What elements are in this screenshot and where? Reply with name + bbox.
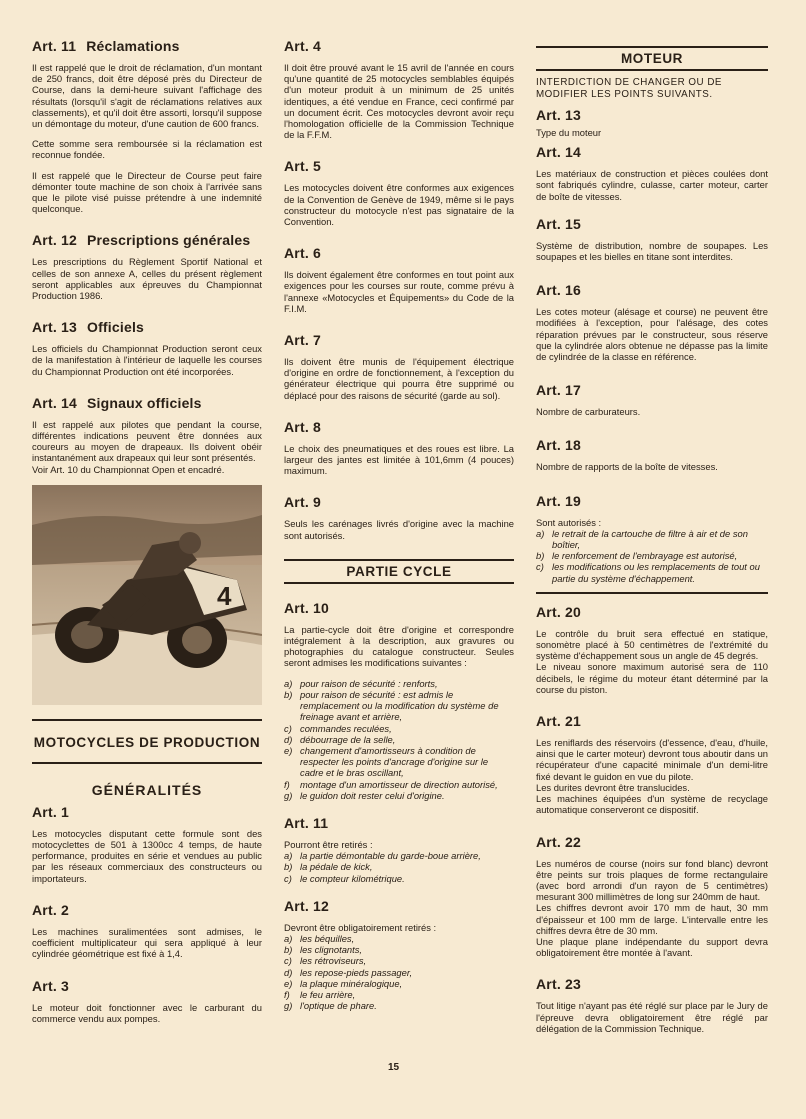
art-20-para-2: Le niveau sonore maximum autorisé sera de 110 décibels, le régime du moteur étant déterminé par la course du piston.	[536, 661, 768, 695]
column-middle	[284, 38, 514, 1020]
list-item: f) le feu arrière,	[284, 988, 356, 1000]
list-item: g) le guidon doit rester celui d'origine.	[284, 789, 445, 801]
art-11-heading: Art. 11 Réclamations	[32, 38, 180, 54]
art-14b-para-1: Les matériaux de construction et pièces coulées dont sont fabriqués cylindre, culasse, carter moteur, carter de boîte de vitesses.	[536, 168, 768, 202]
art-9-heading: Art. 9	[284, 494, 321, 511]
art-20-heading: Art. 20	[536, 603, 581, 620]
art-10-heading: Art. 10	[284, 599, 329, 616]
list-item: b) la pédale de kick,	[284, 861, 373, 873]
list-item: f) montage d'un amortisseur de direction autorisé,	[284, 778, 498, 790]
art-3-para-1: Le moteur doit fonctionner avec le carburant du commerce vendu aux pompes.	[32, 1001, 262, 1024]
art-11b-list	[284, 850, 514, 884]
art-5-heading: Art. 5	[284, 158, 321, 175]
art-18-para-1: Nombre de rapports de la boîte de vitesses.	[536, 461, 718, 473]
art-6-para-1: Ils doivent également être conformes en tout point aux exigences pour les courses sur route, comme prévu à l'annexe «Motocycles et Équipements» du Code de la F.I.M.	[284, 269, 514, 314]
art-11-para-2: Cette somme sera remboursée si la réclamation est reconnue fondée.	[32, 138, 262, 161]
art-7-para-1: Ils doivent être munis de l'équipement électrique d'origine en ordre de fonctionnement, à l'exception du générateur électrique qui pourra être supprimé ou déplacé pour des raisons de sécurité (garde au sol).	[284, 356, 514, 401]
motorcycle-racing-photo	[32, 485, 262, 705]
art-5-para-1: Les motocycles doivent être conformes aux exigences de la Convention de Genève de 1949, même si le pays constructeur du motocycle n'est pas signataire de la Convention.	[284, 182, 514, 228]
art-4-heading: Art. 4	[284, 38, 321, 54]
art-12-para-1: Les prescriptions du Règlement Sportif National et celles de son annexe A, celles du présent règlement seront applicables aux épreuves du Championnat Production 1986.	[32, 256, 262, 302]
race-number-plate: 4	[217, 580, 232, 611]
art-9-para-1: Seuls les carénages livrés d'origine avec la machine sont autorisés.	[284, 518, 514, 541]
list-item: d) les repose-pieds passager,	[284, 966, 413, 978]
art-19-heading: Art. 19	[536, 492, 581, 509]
art-19-list	[536, 528, 768, 584]
list-item: b) les clignotants,	[284, 944, 363, 956]
art-13-heading: Art. 13 Officiels	[32, 319, 145, 336]
art-23-heading: Art. 23	[536, 976, 581, 993]
column-right	[536, 46, 768, 1043]
art-6-heading: Art. 6	[284, 245, 321, 262]
art-17-heading: Art. 17	[536, 382, 581, 399]
list-item: c) les rétroviseurs,	[284, 955, 367, 967]
art-10-list	[284, 678, 514, 801]
art-20-para-1: Le contrôle du bruit sera effectué en statique, sonomètre placé à 50 centimètres de l'extrémité du système d'échappement sous un angle de 45 degrés.	[536, 627, 768, 662]
art-3-heading: Art. 3	[32, 977, 69, 994]
list-item: a) le retrait de la cartouche de filtre à air et de son boîtier,	[536, 527, 748, 551]
art-18-heading: Art. 18	[536, 437, 581, 454]
art-19-para-1: Sont autorisés :	[536, 516, 602, 528]
art-12b-para-1: Devront être obligatoirement retirés :	[284, 921, 437, 933]
art-16-para-1: Les cotes moteur (alésage et course) ne peuvent être modifiées à l'exception, pour l'alésage, des cotes réparation prévues par le constructeur, sous réserve que la cylindrée alors obtenue ne dépasse pas la limite de cylindrée de la classe en référence.	[536, 306, 768, 363]
page-number: 15	[388, 1062, 400, 1073]
art-22-para-2: Les chiffres devront avoir 170 mm de haut, 30 mm d'épaisseur et 100 mm de large. L'intervalle entre les chiffres devra être de 30 mm.	[536, 902, 768, 936]
list-item: c) le compteur kilométrique.	[284, 872, 405, 884]
list-item: g) l'optique de phare.	[284, 1000, 377, 1012]
art-13b-para-1: Type du moteur	[536, 127, 602, 138]
list-item: e) changement d'amortisseurs à condition de respecter les points d'ancrage d'origine sur le cadre et le bras oscillant,	[284, 744, 489, 779]
art-8-heading: Art. 8	[284, 418, 321, 435]
art-11-para-3: Il est rappelé que le Directeur de Course peut faire démonter toute machine de son choix à l'arrivée sans que le pilote visé puisse prétendre à une indemnité quelconque.	[32, 169, 262, 215]
list-item: d) débourrage de la selle,	[284, 733, 396, 745]
art-13b-heading: Art. 13	[536, 107, 581, 123]
art-23-para-1: Tout litige n'ayant pas été réglé sur place par le Jury de l'épreuve devra obligatoirement être réglé par délégation de la Commission Technique.	[536, 1000, 768, 1034]
art-14-para-2: Voir Art. 10 du Championnat Open et encadré.	[32, 463, 225, 475]
art-21-para-1: Les reniflards des réservoirs (d'essence, d'eau, d'huile, ainsi que le carter moteur) devront tous aboutir dans un récupérateur d'une capacité minimale d'un demi-litre fixé devant le guidon en vue du pilote.	[536, 737, 768, 782]
art-22-heading: Art. 22	[536, 833, 581, 850]
list-item: b) pour raison de sécurité : est admis le remplacement ou la modification du système de freinage avant et arrière,	[284, 688, 499, 723]
art-11-para-1: Il est rappelé que le droit de réclamation, d'un montant de 250 francs, doit être déposé près du Directeur de Course, dans la demi-heure suivant l'affichage des résultats (lorsqu'il s'agit de réclamations relatives aux classements), et qu'il doit être assorti, lorsqu'il suppose un démontage du moteur, d'une caution de 600 francs.	[32, 62, 262, 130]
art-2-para-1: Les machines suralimentées sont admises, le coefficient multiplicateur qui sera appliqué à leur cylindrée géométrique est fixé à 1,4.	[32, 925, 262, 960]
art-21-para-2: Les durites devront être translucides.	[536, 781, 690, 793]
art-7-heading: Art. 7	[284, 332, 321, 349]
art-21-para-3: Les machines équipées d'un système de recyclage automatique conserveront ce dispositif.	[536, 793, 768, 816]
list-item: a) la partie démontable du garde-boue arrière,	[284, 850, 481, 862]
art-13-para-1: Les officiels du Championnat Production seront ceux de la manifestation à l'intérieur de laquelle les courses du Championnat Production ont été incorporées.	[32, 343, 262, 377]
list-item: c) commandes reculées,	[284, 722, 392, 734]
divider	[536, 592, 768, 594]
section-moteur: MOTEUR	[536, 46, 768, 71]
art-12b-heading: Art. 12	[284, 897, 329, 914]
section-motocycles-production: MOTOCYCLES DE PRODUCTION	[32, 719, 262, 764]
art-4-para-1: Il doit être prouvé avant le 15 avril de l'année en cours qu'une quantité de 25 motocycles semblables équipés d'un moteur produit à un minimum de 25 unités identiques, a été vendue en France, ceci confirmé par un document écrit. Ces motocycles devront avoir reçu l'homologation officielle de la Commission Technique de la F.F.M.	[284, 62, 514, 141]
art-2-heading: Art. 2	[32, 901, 69, 918]
section-partie-cycle: PARTIE CYCLE	[284, 559, 514, 584]
art-12b-list	[284, 933, 514, 1011]
art-8-para-1: Le choix des pneumatiques et des roues est libre. La largeur des jantes est limitée à 101,6mm (4 pouces) maximum.	[284, 442, 514, 477]
art-22-para-3: Une plaque plane indépendante du support devra obligatoirement être montée à l'avant.	[536, 935, 768, 959]
generalites-heading: GÉNÉRALITÉS	[91, 781, 203, 798]
art-11b-heading: Art. 11	[284, 814, 329, 831]
art-15-para-1: Système de distribution, nombre de soupapes. Les soupapes et les bielles en titane sont interdites.	[536, 239, 768, 263]
art-11b-para-1: Pourront être retirés :	[284, 838, 373, 850]
art-14b-heading: Art. 14	[536, 144, 581, 161]
column-left	[32, 38, 262, 1033]
art-12-heading: Art. 12 Prescriptions générales	[32, 232, 251, 249]
art-22-para-1: Les numéros de course (noirs sur fond blanc) devront être peints sur trois plaques de forme rectangulaire (avec bord arrondi d'un rayon de 5 centimètres) mesurant 300 millimètres de long sur 240mm de haut.	[536, 857, 768, 903]
art-14-para-1: Il est rappelé aux pilotes que pendant la course, différentes indications peuvent être données aux coureurs au moyen de drapeaux. Ils doivent obéir instantanément aux drapeaux qui leur sont présentés.	[32, 418, 262, 464]
art-10-para-1: La partie-cycle doit être d'origine et correspondre intégralement à la description, aux gravures ou photographies du catalogue constructeur. Seules seront admises les modifications suivantes :	[284, 623, 514, 669]
art-15-heading: Art. 15	[536, 215, 581, 232]
art-1-heading: Art. 1	[32, 803, 69, 820]
moteur-intro: INTERDICTION DE CHANGER OU DE MODIFIER LES POINTS SUIVANTS.	[536, 77, 722, 100]
list-item: a) pour raison de sécurité : renforts,	[284, 677, 438, 689]
art-21-heading: Art. 21	[536, 713, 581, 730]
list-item: c) les modifications ou les remplacements de tout ou partie du système d'échappement.	[536, 561, 760, 584]
list-item: e) la plaque minéralogique,	[284, 977, 403, 989]
list-item: a) les béquilles,	[284, 932, 355, 944]
art-17-para-1: Nombre de carburateurs.	[536, 406, 641, 418]
art-14-heading: Art. 14 Signaux officiels	[32, 394, 202, 411]
art-16-heading: Art. 16	[536, 282, 581, 299]
list-item: b) le renforcement de l'embrayage est autorisé,	[536, 550, 738, 562]
art-1-para-1: Les motocycles disputant cette formule sont des motocyclettes de 501 à 1300cc 4 temps, de haute performance, produites en série et vendues au public par les réseaux commerciaux des constructeurs ou importateurs.	[32, 827, 262, 884]
